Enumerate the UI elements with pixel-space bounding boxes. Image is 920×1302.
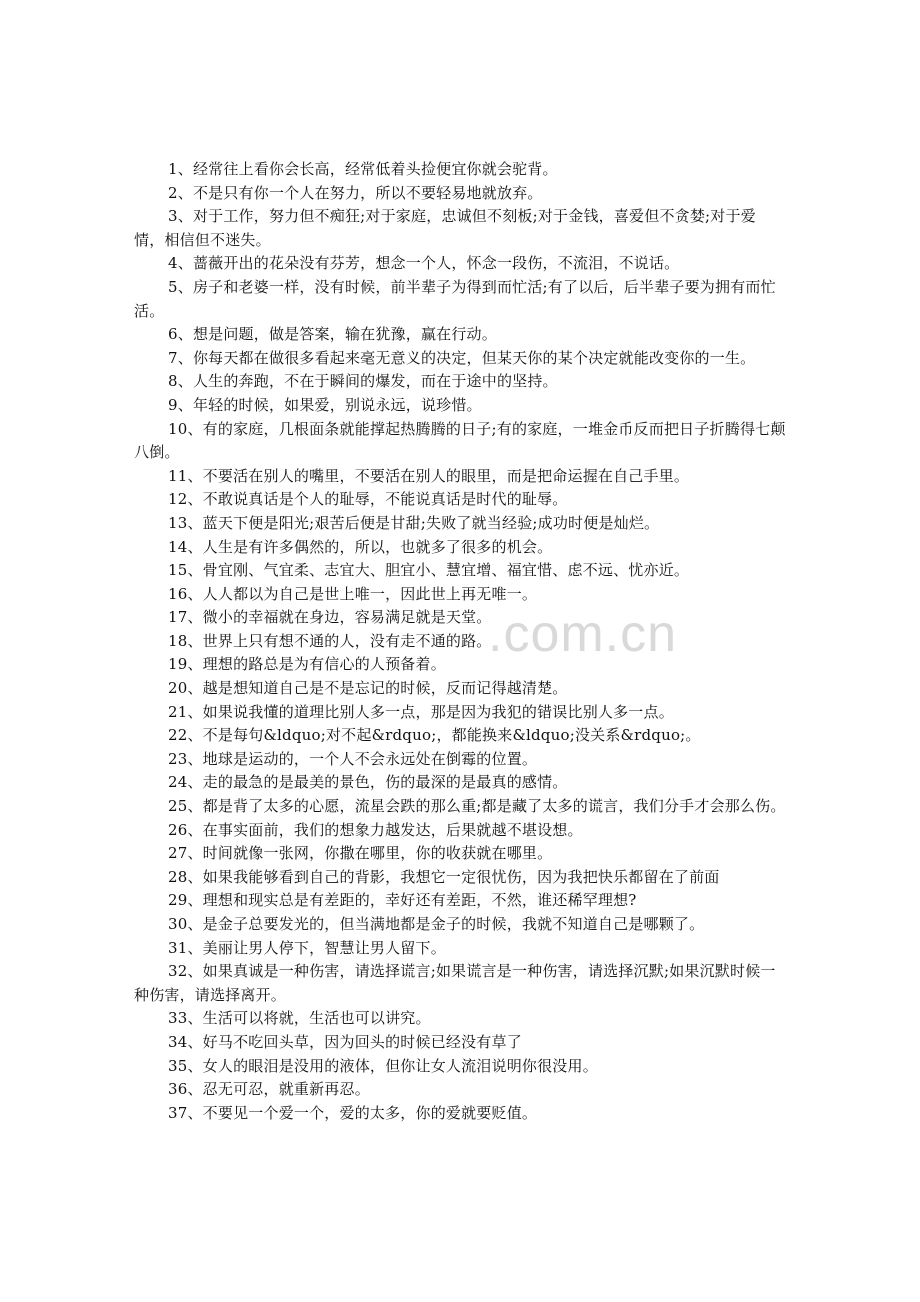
list-item: 5、房子和老婆一样，没有时候，前半辈子为得到而忙活;有了以后，后半辈子要为拥有而忙活。 [134,277,776,320]
list-item: 36、忍无可忍，就重新再忍。 [168,1080,370,1099]
list-item: 31、美丽让男人停下，智慧让男人留下。 [168,938,446,957]
list-item: 8、人生的奔跑，不在于瞬间的爆发，而在于途中的坚持。 [168,372,558,391]
list-item: 24、走的最急的是最美的景色，伤的最深的是最真的感情。 [168,773,568,792]
list-item: 13、蓝天下便是阳光;艰苦后便是甘甜;失败了就当经验;成功时便是灿烂。 [168,513,660,532]
list-item: 15、骨宜刚、气宜柔、志宜大、胆宜小、慧宜增、福宜惜、虑不远、忧亦近。 [168,561,690,580]
list-item: 29、理想和现实总是有差距的，幸好还有差距，不然，谁还稀罕理想? [168,891,637,910]
list-item: 22、不是每句&ldquo;对不起&rdquo;，都能换来&ldquo;没关系&rdquo;。 [168,726,701,745]
list-item: 12、不敢说真话是个人的耻辱，不能说真话是时代的耻辱。 [168,490,568,509]
list-item: 25、都是背了太多的心愿，流星会跌的那么重;都是藏了太多的谎言，我们分手才会那么伤。 [168,797,786,816]
list-item: 14、人生是有许多偶然的，所以，也就多了很多的机会。 [168,537,553,556]
list-item: 10、有的家庭，几根面条就能撑起热腾腾的日子;有的家庭，一堆金币反而把日子折腾得七颠八倒。 [134,419,786,462]
list-item: 4、蔷薇开出的花朵没有芬芳，想念一个人，怀念一段伤，不流泪，不说话。 [168,254,680,273]
list-item: 19、理想的路总是为有信心的人预备着。 [168,655,446,674]
list-item: 7、你每天都在做很多看起来毫无意义的决定，但某天你的某个决定就能改变你的一生。 [168,348,756,367]
list-item: 2、不是只有你一个人在努力，所以不要轻易地就放弃。 [168,183,543,202]
list-item: 30、是金子总要发光的，但当满地都是金子的时候，我就不知道自己是哪颗了。 [168,915,705,933]
list-item: 9、年轻的时候，如果爱，别说永远，说珍惜。 [168,395,482,414]
list-item: 26、在事实面前，我们的想象力越发达，后果就越不堪设想。 [168,820,583,839]
list-item: 20、越是想知道自己是不是忘记的时候，反而记得越清楚。 [168,679,568,698]
quote-list [134,158,786,1125]
list-item: 1、经常往上看你会长高，经常低着头捡便宜你就会驼背。 [168,160,558,178]
list-item: 23、地球是运动的，一个人不会永远处在倒霉的位置。 [168,749,538,768]
watermark-text: .com.cn [488,605,678,663]
list-item: 34、好马不吃回头草，因为回头的时候已经没有草了 [168,1032,522,1051]
list-item: 33、生活可以将就，生活也可以讲究。 [168,1009,431,1028]
list-item: 16、人人都以为自己是世上唯一，因此世上再无唯一。 [168,584,538,603]
list-item: 11、不要活在别人的嘴里，不要活在别人的眼里，而是把命运握在自己手里。 [168,466,690,485]
list-item: 3、对于工作，努力但不痴狂;对于家庭，忠诚但不刻板;对于金钱，喜爱但不贪婪;对于爱情，相信但不迷失。 [134,207,756,249]
list-item: 37、不要见一个爱一个，爱的太多，你的爱就要贬值。 [168,1103,538,1122]
list-item: 35、女人的眼泪是没用的液体，但你让女人流泪说明你很没用。 [168,1056,598,1075]
list-item: 21、如果说我懂的道理比别人多一点，那是因为我犯的错误比别人多一点。 [168,702,674,721]
list-item: 27、时间就像一张网，你撒在哪里，你的收获就在哪里。 [168,844,553,863]
list-item: 18、世界上只有想不通的人，没有走不通的路。 [168,631,492,650]
list-item: 32、如果真诚是一种伤害，请选择谎言;如果谎言是一种伤害，请选择沉默;如果沉默时候一种伤害，请选择离开。 [134,962,776,1004]
list-item: 28、如果我能够看到自己的背影，我想它一定很忧伤，因为我把快乐都留在了前面 [168,867,720,886]
list-item: 17、微小的幸福就在身边，容易满足就是天堂。 [168,608,492,627]
list-item: 6、想是问题，做是答案，输在犹豫，赢在行动。 [168,325,497,344]
